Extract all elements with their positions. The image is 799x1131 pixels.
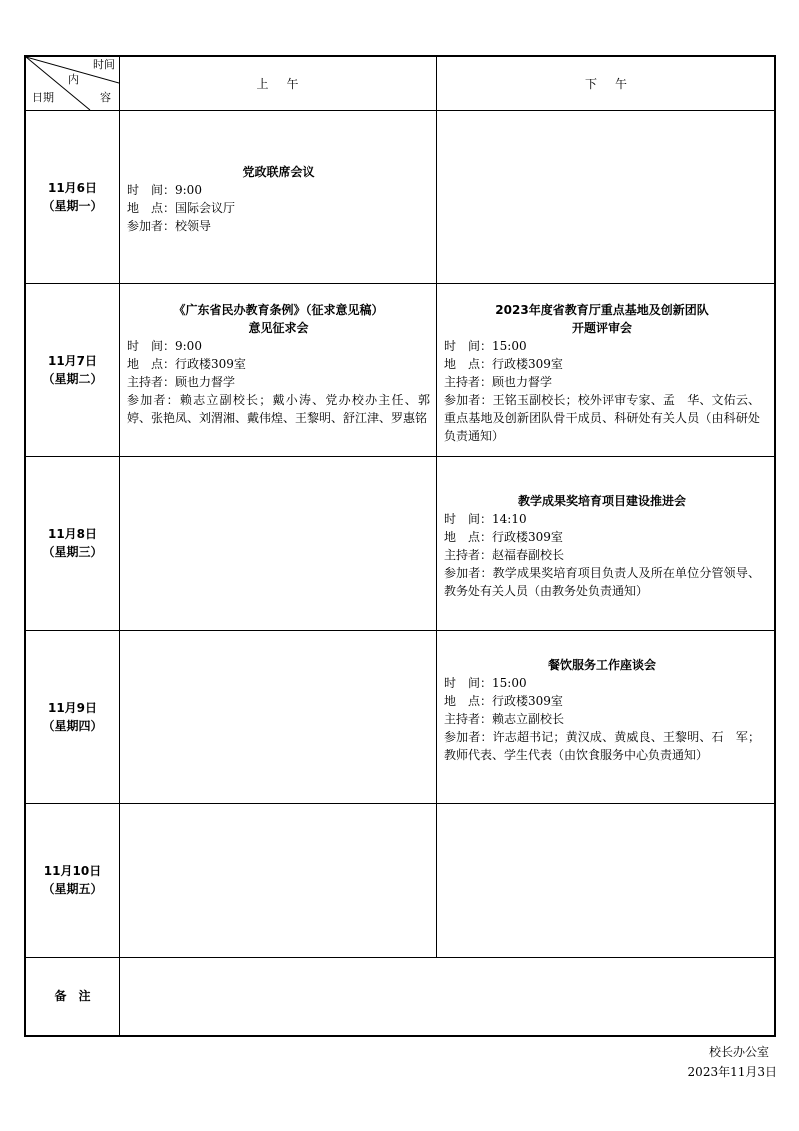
column-header-morning: 上午 bbox=[256, 76, 317, 91]
event-title: 餐饮服务工作座谈会 bbox=[547, 658, 656, 672]
event-time: 时 间：15:00 bbox=[444, 339, 527, 353]
event-location: 地 点：行政楼309室 bbox=[127, 357, 246, 371]
footer-date: 2023年11月3日 bbox=[687, 1065, 777, 1079]
event-host: 主持者：赖志立副校长 bbox=[444, 712, 565, 726]
column-divider bbox=[119, 57, 120, 1035]
event-time: 时 间：9:00 bbox=[127, 339, 202, 353]
corner-label-content-2: 容 bbox=[100, 91, 111, 104]
event-title: 2023年度省教育厅重点基地及创新团队 bbox=[495, 303, 709, 317]
event-host: 主持者：赵福春副校长 bbox=[444, 548, 565, 562]
event-participants: 参加者：许志超书记；黄汉成、黄威良、王黎明、石 军；教师代表、学生代表（由饮食服务中心负责通知） bbox=[444, 730, 760, 762]
event-time: 时 间：9:00 bbox=[127, 183, 202, 197]
row-divider bbox=[26, 630, 774, 631]
remarks-value bbox=[127, 967, 767, 1027]
afternoon-event bbox=[444, 301, 760, 445]
column-header-afternoon: 下午 bbox=[584, 76, 645, 91]
event-location: 地 点：行政楼309室 bbox=[444, 357, 563, 371]
column-divider bbox=[436, 57, 437, 957]
event-location: 地 点：行政楼309室 bbox=[444, 694, 563, 708]
row-divider bbox=[26, 456, 774, 457]
event-time: 时 间：14:10 bbox=[444, 512, 527, 526]
morning-event bbox=[127, 163, 430, 235]
date-label: 11月8日 bbox=[47, 527, 98, 541]
date-cell bbox=[26, 110, 119, 283]
event-participants: 参加者：教学成果奖培育项目负责人及所在单位分管领导、教务处有关人员（由教务处负责通知） bbox=[444, 566, 760, 598]
event-participants: 参加者：校领导 bbox=[127, 219, 212, 233]
remarks-label: 备 注 bbox=[54, 989, 91, 1003]
event-location: 地 点：行政楼309室 bbox=[444, 530, 563, 544]
date-label: 11月10日 bbox=[43, 864, 102, 878]
weekday-label: （星期五） bbox=[42, 882, 103, 896]
event-host: 主持者：顾也力督学 bbox=[127, 375, 236, 389]
row-divider bbox=[26, 957, 774, 958]
event-title: 党政联席会议 bbox=[242, 165, 315, 179]
date-label: 11月7日 bbox=[47, 353, 98, 368]
afternoon-event bbox=[444, 492, 760, 600]
footer-office: 校长办公室 bbox=[708, 1045, 769, 1059]
weekday-label: （星期三） bbox=[42, 545, 103, 559]
weekday-label: （星期四） bbox=[42, 718, 103, 733]
date-cell bbox=[26, 630, 119, 803]
date-label: 11月9日 bbox=[47, 700, 98, 715]
row-divider bbox=[26, 803, 774, 804]
event-host: 主持者：顾也力督学 bbox=[444, 375, 553, 389]
event-title: 《广东省民办教育条例》（征求意见稿） bbox=[173, 303, 384, 317]
weekday-label: （星期二） bbox=[42, 371, 103, 386]
weekday-label: （星期一） bbox=[42, 198, 103, 213]
event-participants: 参加者：王铭玉副校长；校外评审专家、孟 华、文佑云、重点基地及创新团队骨干成员、科研处有关人员（由科研处负责通知） bbox=[444, 393, 760, 443]
event-time: 时 间：15:00 bbox=[444, 676, 527, 690]
date-cell bbox=[26, 283, 119, 456]
date-label: 11月6日 bbox=[47, 180, 98, 195]
schedule-table bbox=[24, 55, 776, 1037]
row-divider bbox=[26, 283, 774, 284]
event-title-line-2: 意见征求会 bbox=[248, 321, 309, 335]
row-divider bbox=[26, 110, 774, 111]
corner-label-content-1: 内 bbox=[68, 73, 79, 86]
corner-header bbox=[26, 57, 119, 110]
corner-label-time: 时间 bbox=[93, 58, 115, 71]
event-title: 教学成果奖培育项目建设推进会 bbox=[517, 494, 686, 508]
corner-label-date: 日期 bbox=[32, 91, 54, 104]
event-title-line-2: 开题评审会 bbox=[571, 321, 632, 335]
morning-event bbox=[127, 301, 443, 427]
date-cell bbox=[26, 803, 119, 957]
event-location: 地 点：国际会议厅 bbox=[127, 201, 236, 215]
afternoon-event bbox=[444, 656, 760, 764]
event-participants: 参加者：赖志立副校长；戴小涛、党办校办主任、郭 婷、张艳凤、刘渭湘、戴伟煌、王黎明、舒江津、罗惠铭 bbox=[127, 393, 443, 425]
date-cell bbox=[26, 456, 119, 630]
